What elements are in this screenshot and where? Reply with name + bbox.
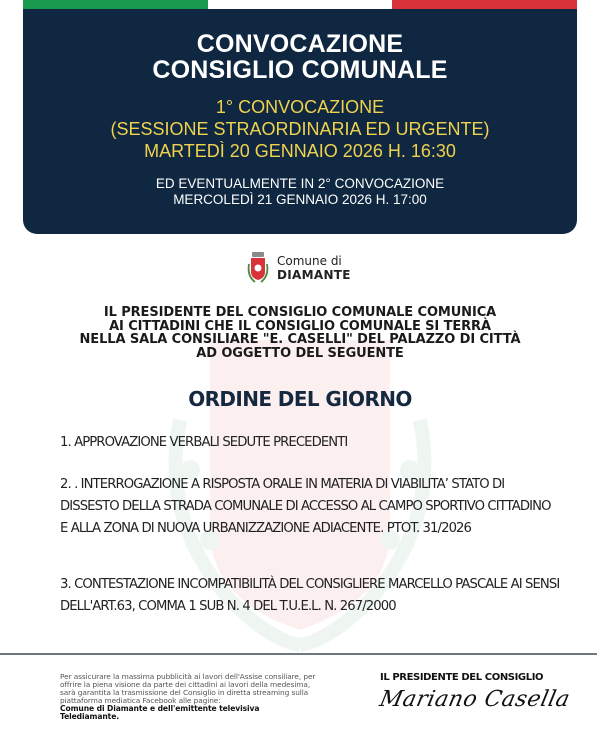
signature-block — [377, 672, 573, 712]
flag-green-band — [23, 0, 208, 9]
announcement-line-1: IL PRESIDENTE DEL CONSIGLIO COMUNALE COMUNICA — [103, 305, 497, 320]
comune-label: Comune di — [277, 254, 342, 268]
flag-white-band — [208, 0, 393, 9]
italian-flag-stripe — [23, 0, 577, 9]
agenda-item: 3. CONTESTAZIONE INCOMPATIBILITÀ DEL CONSIGLIERE MARCELLO PASCALE AI SENSI DELL'ART.63, COMMA 1 SUB N. 4 DEL T.U.E.L. N. 267/2000 — [60, 577, 560, 614]
flag-red-band — [392, 0, 577, 9]
announcement-line-2: AI CITTADINI CHE IL CONSIGLIO COMUNALE SI TERRÀ — [109, 318, 491, 334]
comune-logo — [247, 252, 351, 284]
streaming-note — [60, 673, 320, 721]
first-call-session-type: (SESSIONE STRAORDINARIA ED URGENTE) — [110, 119, 490, 139]
second-call-label: ED EVENTUALMENTE IN 2° CONVOCAZIONE — [155, 176, 445, 191]
signature-name: Mariano Casella — [377, 687, 573, 712]
footer-divider — [0, 653, 597, 655]
agenda-title: ORDINE DEL GIORNO — [188, 387, 412, 411]
first-call-datetime: MARTEDÌ 20 GENNAIO 2026 H. 16:30 — [144, 141, 456, 161]
announcement-text — [40, 306, 560, 360]
second-call-datetime: MERCOLEDÌ 21 GENNAIO 2026 H. 17:00 — [173, 192, 427, 207]
announcement-line-4: AD OGGETTO DEL SEGUENTE — [196, 345, 404, 361]
agenda-item: 1. APPROVAZIONE VERBALI SEDUTE PRECEDENTI — [60, 435, 348, 450]
streaming-note-text: Per assicurare la massima pubblicità ai lavori dell'Assise consiliare, per offrire la piena visione da parte dei cittadini ai lavori della medesima, sarà garantita la trasmissione del Consiglio in diretta streaming sulla piattaforma mediatica Facebook alle pagine: — [60, 672, 316, 705]
first-call-label: 1° CONVOCAZIONE — [215, 97, 385, 117]
municipal-crest-icon — [247, 252, 269, 284]
announcement-line-3: NELLA SALA CONSILIARE "E. CASELLI" DEL PALAZZO DI CITTÀ — [79, 332, 521, 347]
signature-title: IL PRESIDENTE DEL CONSIGLIO — [380, 672, 544, 683]
streaming-note-channels: Comune di Diamante e dell'emittente televisiva Telediamante. — [60, 704, 260, 721]
title-line-2: CONSIGLIO COMUNALE — [152, 56, 448, 84]
title-line-1: CONVOCAZIONE — [196, 30, 404, 58]
header-panel — [23, 0, 577, 234]
agenda-item: 2. . INTERROGAZIONE A RISPOSTA ORALE IN MATERIA DI VIABILITA’ STATO DI DISSESTO DELLA STRADA COMUNALE DI ACCESSO AL CAMPO SPORTIVO CITTADINO E ALLA ZONA DI NUOVA URBANIZZAZIONE ADIACENTE. PTOT. 31/2026 — [60, 477, 551, 536]
comune-name: DIAMANTE — [277, 268, 351, 282]
